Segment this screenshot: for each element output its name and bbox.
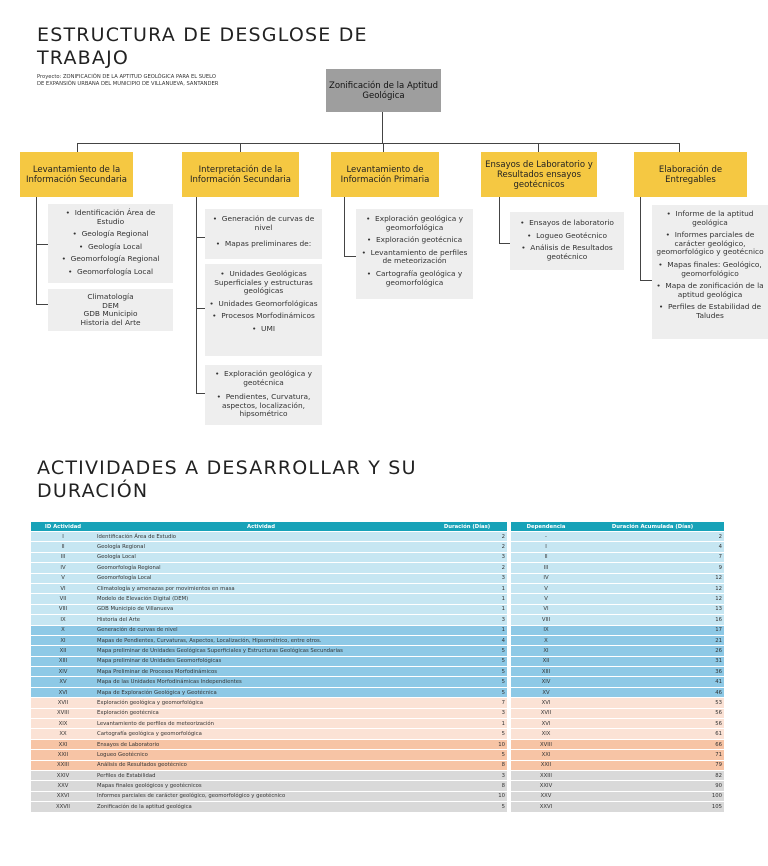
table-row	[31, 532, 724, 542]
wbs-item: • UMI	[208, 325, 319, 334]
table-row	[31, 729, 724, 739]
cell-dependency: VIII	[511, 615, 581, 625]
cell-cumulative: 71	[581, 750, 724, 760]
cell-dependency: I	[511, 542, 581, 552]
cell-dependency: IV	[511, 573, 581, 583]
cell-duration: 5	[427, 646, 507, 656]
cell-duration: 2	[427, 542, 507, 552]
cell-cumulative: 82	[581, 770, 724, 780]
wbs-item: Historia del Arte	[80, 317, 141, 327]
wbs-box	[48, 289, 173, 331]
cell-dependency: XXIV	[511, 781, 581, 791]
table-row	[31, 760, 724, 770]
cell-activity: Mapa Preliminar de Procesos Morfodinámicos	[95, 667, 427, 677]
cell-id: XV	[31, 677, 95, 687]
table-row	[31, 604, 724, 614]
wbs-root-node: Zonificación de la Aptitud Geológica	[326, 69, 441, 112]
cell-id: VI	[31, 583, 95, 593]
wbs-item: • Exploración geológica y geomorfológica	[359, 215, 470, 232]
cell-cumulative: 53	[581, 698, 724, 708]
cell-id: XXIII	[31, 760, 95, 770]
table-row	[31, 708, 724, 718]
cell-id: I	[31, 532, 95, 542]
cell-dependency: XV	[511, 687, 581, 697]
cell-id: VIII	[31, 604, 95, 614]
cell-cumulative: 26	[581, 646, 724, 656]
cell-cumulative: 36	[581, 667, 724, 677]
cell-cumulative: 12	[581, 583, 724, 593]
cell-dependency: III	[511, 563, 581, 573]
cell-activity: Zonificación de la aptitud geológica	[95, 802, 427, 812]
cell-activity: Generación de curvas de nivel	[95, 625, 427, 635]
cell-duration: 10	[427, 791, 507, 801]
connector	[240, 143, 241, 152]
cell-duration: 2	[427, 563, 507, 573]
wbs-item: • Mapas finales: Geológico, geomorfológico	[654, 261, 766, 278]
cell-activity: Modelo de Elevación Digital (DEM)	[95, 594, 427, 604]
cell-dependency: XIII	[511, 667, 581, 677]
table-row	[31, 615, 724, 625]
table-row	[31, 719, 724, 729]
cell-cumulative: 13	[581, 604, 724, 614]
cell-activity: Mapas finales geológicos y geotécnicos	[95, 781, 427, 791]
cell-duration: 7	[427, 698, 507, 708]
cell-dependency: XVII	[511, 708, 581, 718]
cell-id: XVII	[31, 698, 95, 708]
wbs-item: • Unidades Geológicas Superficiales y estructuras geológicas	[208, 270, 319, 296]
cell-dependency: VI	[511, 604, 581, 614]
cell-duration: 8	[427, 781, 507, 791]
table-row	[31, 656, 724, 666]
cell-duration: 5	[427, 687, 507, 697]
cell-dependency: XXIII	[511, 770, 581, 780]
cell-activity: Mapas de Pendientes, Curvaturas, Aspectos, Localización, Hipsométrico, entre otros.	[95, 635, 427, 645]
cell-id: XVI	[31, 687, 95, 697]
wbs-item: • Exploración geotécnica	[359, 236, 470, 245]
table-row	[31, 583, 724, 593]
cell-activity: Geología Regional	[95, 542, 427, 552]
cell-duration: 5	[427, 802, 507, 812]
cell-cumulative: 16	[581, 615, 724, 625]
cell-dependency: X	[511, 635, 581, 645]
table-header-row	[31, 522, 724, 532]
cell-activity: Identificación Área de Estudio	[95, 532, 427, 542]
cell-id: XXVI	[31, 791, 95, 801]
table-row	[31, 646, 724, 656]
connector	[36, 304, 48, 305]
cell-cumulative: 4	[581, 542, 724, 552]
wbs-item: • Análisis de Resultados geotécnico	[513, 244, 621, 261]
cell-duration: 5	[427, 656, 507, 666]
cell-activity: Análisis de Resultados geotécnico	[95, 760, 427, 770]
cell-duration: 1	[427, 594, 507, 604]
cell-dependency: XVIII	[511, 739, 581, 749]
col-header-cumulative: Duración Acumulada (Días)	[581, 522, 724, 532]
table-row	[31, 791, 724, 801]
connector	[196, 237, 205, 238]
cell-cumulative: 31	[581, 656, 724, 666]
wbs-box	[205, 365, 322, 425]
cell-dependency: XVI	[511, 719, 581, 729]
table-row	[31, 677, 724, 687]
cell-activity: Exploración geotécnica	[95, 708, 427, 718]
wbs-item: • Informes parciales de carácter geológico, geomorfológico y geotécnico	[654, 231, 766, 257]
cell-dependency: XIV	[511, 677, 581, 687]
table-row	[31, 687, 724, 697]
cell-activity: Ensayos de Laboratorio	[95, 739, 427, 749]
cell-dependency: XXI	[511, 750, 581, 760]
cell-duration: 3	[427, 770, 507, 780]
cell-id: II	[31, 542, 95, 552]
cell-id: X	[31, 625, 95, 635]
cell-activity: Geomorfología Regional	[95, 563, 427, 573]
cell-duration: 8	[427, 760, 507, 770]
cell-id: VII	[31, 594, 95, 604]
cell-dependency: XII	[511, 656, 581, 666]
cell-id: XI	[31, 635, 95, 645]
cell-activity: Mapa de Exploración Geológica y Geotécnica	[95, 687, 427, 697]
cell-duration: 5	[427, 677, 507, 687]
cell-activity: Cartografía geológica y geomorfológica	[95, 729, 427, 739]
connector	[344, 256, 356, 257]
wbs-node-primary-info: Levantamiento de Información Primaria	[331, 152, 439, 197]
cell-activity: Levantamiento de perfiles de meteorización	[95, 719, 427, 729]
cell-activity: Exploración geológica y geomorfológica	[95, 698, 427, 708]
cell-id: XVIII	[31, 708, 95, 718]
cell-cumulative: 90	[581, 781, 724, 791]
connector	[344, 197, 345, 257]
connector	[196, 197, 197, 394]
wbs-item: • Levantamiento de perfiles de meteorización	[359, 249, 470, 266]
cell-cumulative: 79	[581, 760, 724, 770]
cell-activity: Mapa preliminar de Unidades Geológicas Superficiales y Estructuras Geológicas Secundarias	[95, 646, 427, 656]
connector	[196, 393, 205, 394]
wbs-item: • Logueo Geotécnico	[513, 232, 621, 241]
col-header-id: ID Actividad	[31, 522, 95, 532]
cell-duration: 5	[427, 750, 507, 760]
wbs-title: ESTRUCTURA DE DESGLOSE DE TRABAJO	[37, 24, 368, 69]
connector	[499, 197, 500, 244]
wbs-item: • Cartografía geológica y geomorfológica	[359, 270, 470, 287]
cell-dependency: IX	[511, 625, 581, 635]
cell-cumulative: 2	[581, 532, 724, 542]
cell-activity: Logueo Geotécnico	[95, 750, 427, 760]
wbs-box	[48, 204, 173, 283]
table-row	[31, 770, 724, 780]
cell-cumulative: 21	[581, 635, 724, 645]
table-row	[31, 635, 724, 645]
table-row	[31, 625, 724, 635]
wbs-item: • Ensayos de laboratorio	[513, 219, 621, 228]
connector	[640, 197, 641, 281]
connector	[36, 197, 37, 305]
cell-id: XXI	[31, 739, 95, 749]
cell-activity: Perfiles de Estabilidad	[95, 770, 427, 780]
table-row	[31, 552, 724, 562]
table-row	[31, 750, 724, 760]
cell-cumulative: 105	[581, 802, 724, 812]
cell-cumulative: 66	[581, 739, 724, 749]
activities-title: ACTIVIDADES A DESARROLLAR Y SU DURACIÓN	[37, 457, 417, 502]
cell-cumulative: 41	[581, 677, 724, 687]
table-row	[31, 802, 724, 812]
connector	[382, 112, 383, 144]
cell-duration: 5	[427, 667, 507, 677]
wbs-item: • Mapas preliminares de:	[208, 240, 319, 249]
table-row	[31, 542, 724, 552]
wbs-box	[652, 205, 768, 339]
cell-id: V	[31, 573, 95, 583]
cell-cumulative: 12	[581, 573, 724, 583]
cell-cumulative: 56	[581, 719, 724, 729]
cell-cumulative: 56	[581, 708, 724, 718]
table-row	[31, 739, 724, 749]
wbs-box	[356, 209, 473, 299]
connector	[77, 143, 78, 152]
cell-duration: 1	[427, 625, 507, 635]
col-header-dependency: Dependencia	[511, 522, 581, 532]
cell-duration: 3	[427, 615, 507, 625]
cell-id: XII	[31, 646, 95, 656]
cell-id: III	[31, 552, 95, 562]
table-row	[31, 698, 724, 708]
wbs-item: • Exploración geológica y geotécnica	[208, 370, 319, 387]
cell-duration: 1	[427, 719, 507, 729]
wbs-item: • Generación de curvas de nivel	[208, 215, 319, 232]
cell-dependency: -	[511, 532, 581, 542]
cell-id: XIX	[31, 719, 95, 729]
cell-id: XXII	[31, 750, 95, 760]
cell-id: XIII	[31, 656, 95, 666]
cell-dependency: XXV	[511, 791, 581, 801]
wbs-box	[205, 209, 322, 259]
cell-cumulative: 9	[581, 563, 724, 573]
cell-duration: 1	[427, 604, 507, 614]
wbs-item: • Informe de la aptitud geológica	[654, 210, 766, 227]
cell-activity: Geología Local	[95, 552, 427, 562]
cell-duration: 2	[427, 532, 507, 542]
cell-dependency: V	[511, 583, 581, 593]
table-row	[31, 594, 724, 604]
cell-activity: Geomorfología Local	[95, 573, 427, 583]
cell-cumulative: 12	[581, 594, 724, 604]
cell-dependency: XIX	[511, 729, 581, 739]
cell-dependency: XI	[511, 646, 581, 656]
wbs-item: • Mapa de zonificación de la aptitud geológica	[654, 282, 766, 299]
cell-id: IX	[31, 615, 95, 625]
cell-activity: Historia del Arte	[95, 615, 427, 625]
table-row	[31, 573, 724, 583]
cell-cumulative: 17	[581, 625, 724, 635]
activities-table	[31, 522, 724, 813]
wbs-item: DEM	[102, 300, 119, 310]
cell-duration: 4	[427, 635, 507, 645]
wbs-item: • Geología Regional	[51, 230, 170, 239]
table-row	[31, 563, 724, 573]
wbs-item: • Geomorfología Regional	[51, 255, 170, 264]
table-row	[31, 781, 724, 791]
wbs-item: • Pendientes, Curvatura, aspectos, localización, hipsométrico	[208, 393, 319, 419]
wbs-node-interpretation: Interpretación de la Información Secundaria	[182, 152, 299, 197]
cell-dependency: V	[511, 594, 581, 604]
cell-duration: 10	[427, 739, 507, 749]
cell-cumulative: 46	[581, 687, 724, 697]
wbs-box	[510, 212, 624, 270]
cell-cumulative: 7	[581, 552, 724, 562]
wbs-item: • Identificación Área de Estudio	[51, 209, 170, 226]
cell-activity: GDB Municipio de Villanueva	[95, 604, 427, 614]
cell-cumulative: 100	[581, 791, 724, 801]
connector	[77, 143, 679, 144]
connector	[499, 243, 510, 244]
wbs-node-secondary-info: Levantamiento de la Información Secundaria	[20, 152, 133, 197]
cell-id: XIV	[31, 667, 95, 677]
cell-activity: Mapa preliminar de Unidades Geomorfológicas	[95, 656, 427, 666]
wbs-node-lab-tests: Ensayos de Laboratorio y Resultados ensayos geotécnicos	[481, 152, 597, 197]
wbs-box	[205, 264, 322, 356]
table-row	[31, 667, 724, 677]
cell-id: XXIV	[31, 770, 95, 780]
connector	[196, 308, 205, 309]
connector	[383, 143, 384, 152]
cell-duration: 1	[427, 583, 507, 593]
wbs-item: • Geomorfología Local	[51, 268, 170, 277]
wbs-item: • Perfiles de Estabilidad de Taludes	[654, 303, 766, 320]
connector	[538, 143, 539, 152]
col-header-duration: Duración (Días)	[427, 522, 507, 532]
wbs-item: Climatología	[87, 292, 134, 301]
wbs-node-deliverables: Elaboración de Entregables	[634, 152, 747, 197]
cell-duration: 3	[427, 552, 507, 562]
cell-activity: Informes parciales de carácter geológico, geomorfológico y geotécnico	[95, 791, 427, 801]
cell-id: XXV	[31, 781, 95, 791]
cell-duration: 3	[427, 573, 507, 583]
project-caption: Proyecto: ZONIFICACIÓN DE LA APTITUD GEOLÓGICA PARA EL SUELO DE EXPANSIÓN URBANA DEL MUNICIPIO DE VILLANUEVA, SANTANDER	[37, 74, 219, 87]
wbs-item: GDB Municipio	[83, 309, 138, 319]
cell-id: XXVII	[31, 802, 95, 812]
col-header-activity: Actividad	[95, 522, 427, 532]
wbs-item: • Geología Local	[51, 243, 170, 252]
cell-dependency: XXII	[511, 760, 581, 770]
cell-cumulative: 61	[581, 729, 724, 739]
connector	[679, 143, 680, 152]
cell-activity: Climatología y amenazas por movimientos en masa	[95, 583, 427, 593]
cell-id: XX	[31, 729, 95, 739]
cell-activity: Mapa de las Unidades Morfodinámicas Independientes	[95, 677, 427, 687]
cell-id: IV	[31, 563, 95, 573]
connector	[36, 244, 48, 245]
cell-duration: 5	[427, 729, 507, 739]
wbs-item: • Procesos Morfodinámicos	[208, 312, 319, 321]
cell-duration: 3	[427, 708, 507, 718]
connector	[640, 280, 652, 281]
cell-dependency: II	[511, 552, 581, 562]
cell-dependency: XVI	[511, 698, 581, 708]
cell-dependency: XXVI	[511, 802, 581, 812]
wbs-item: • Unidades Geomorfológicas	[208, 300, 319, 309]
